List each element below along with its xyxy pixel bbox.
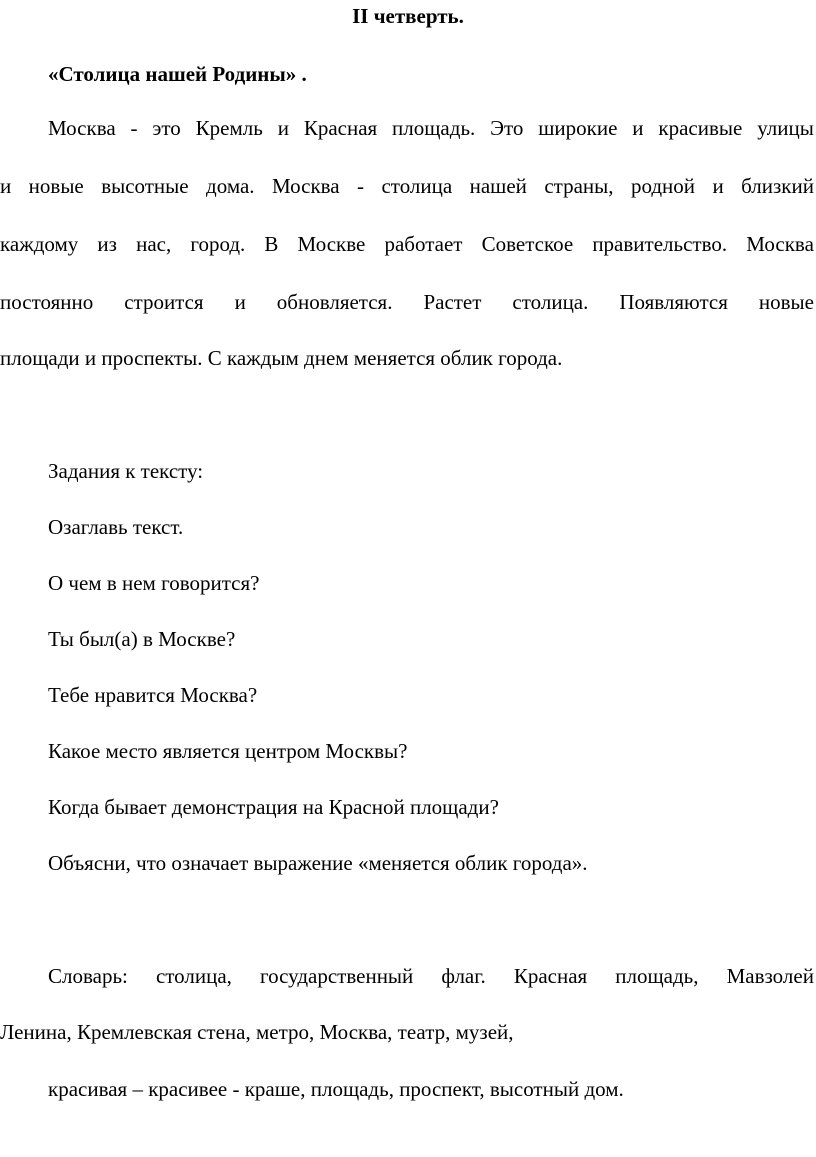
word: Кремль bbox=[195, 116, 263, 140]
word: это bbox=[152, 116, 181, 140]
word: Красная bbox=[303, 116, 378, 140]
paragraph-line bbox=[0, 234, 814, 255]
word: Это bbox=[490, 116, 524, 140]
word: работает bbox=[384, 232, 463, 256]
paragraph-line bbox=[48, 118, 814, 139]
word: площадь. bbox=[392, 116, 476, 140]
word: строится bbox=[124, 290, 204, 314]
word: страны, bbox=[544, 174, 614, 198]
paragraph-line: площади и проспекты. С каждым днем меняется облик города. bbox=[0, 346, 563, 370]
word: Москве bbox=[297, 232, 366, 256]
word: В bbox=[264, 232, 279, 256]
task-item: Тебе нравится Москва? bbox=[48, 683, 258, 707]
quarter-heading: II четверть. bbox=[352, 4, 464, 28]
word: постоянно bbox=[0, 290, 94, 314]
task-item: Какое место является центром Москвы? bbox=[48, 739, 408, 763]
word: и bbox=[632, 116, 644, 140]
word: город. bbox=[190, 232, 246, 256]
word: Москва bbox=[746, 232, 814, 256]
word: столица bbox=[381, 174, 453, 198]
word: Мавзолей bbox=[726, 964, 814, 988]
word: и bbox=[0, 174, 12, 198]
word: - bbox=[130, 116, 138, 140]
word: Растет bbox=[423, 290, 482, 314]
word: красивые bbox=[658, 116, 743, 140]
word: Москва bbox=[48, 116, 116, 140]
word: правительство. bbox=[592, 232, 728, 256]
word: и bbox=[234, 290, 246, 314]
task-item: Ты был(а) в Москве? bbox=[48, 627, 236, 651]
word: нашей bbox=[469, 174, 527, 198]
vocabulary-line: Ленина, Кремлевская стена, метро, Москва, театр, музей, bbox=[0, 1020, 514, 1044]
vocabulary-line bbox=[48, 966, 814, 987]
word: обновляется. bbox=[276, 290, 393, 314]
word: новые bbox=[28, 174, 84, 198]
word: - bbox=[357, 174, 365, 198]
word: и bbox=[712, 174, 724, 198]
word: и bbox=[277, 116, 289, 140]
tasks-heading: Задания к тексту: bbox=[48, 459, 204, 483]
task-item: Когда бывает демонстрация на Красной площади? bbox=[48, 795, 499, 819]
task-item: Объясни, что означает выражение «меняется облик города». bbox=[48, 851, 588, 875]
task-item: О чем в нем говорится? bbox=[48, 571, 260, 595]
word: широкие bbox=[538, 116, 618, 140]
page-title: «Столица нашей Родины» . bbox=[48, 62, 307, 86]
word: родной bbox=[630, 174, 696, 198]
word: Красная bbox=[513, 964, 588, 988]
paragraph-line bbox=[0, 292, 814, 313]
word: Появляются bbox=[619, 290, 728, 314]
word: каждому bbox=[0, 232, 79, 256]
word: флаг. bbox=[441, 964, 486, 988]
word: Словарь: bbox=[48, 964, 128, 988]
word: нас, bbox=[136, 232, 172, 256]
word: из bbox=[97, 232, 117, 256]
word: дома. bbox=[206, 174, 255, 198]
word: Советское bbox=[481, 232, 574, 256]
word: близкий bbox=[741, 174, 814, 198]
vocabulary-line: красивая – красивее - краше, площадь, проспект, высотный дом. bbox=[48, 1077, 624, 1101]
paragraph-line bbox=[0, 176, 814, 197]
word: новые bbox=[758, 290, 814, 314]
word: столица. bbox=[512, 290, 589, 314]
word: государственный bbox=[260, 964, 414, 988]
word: улицы bbox=[757, 116, 814, 140]
task-item: Озаглавь текст. bbox=[48, 515, 184, 539]
word: Москва bbox=[271, 174, 340, 198]
word: высотные bbox=[101, 174, 189, 198]
word: площадь, bbox=[615, 964, 699, 988]
word: столица, bbox=[155, 964, 232, 988]
